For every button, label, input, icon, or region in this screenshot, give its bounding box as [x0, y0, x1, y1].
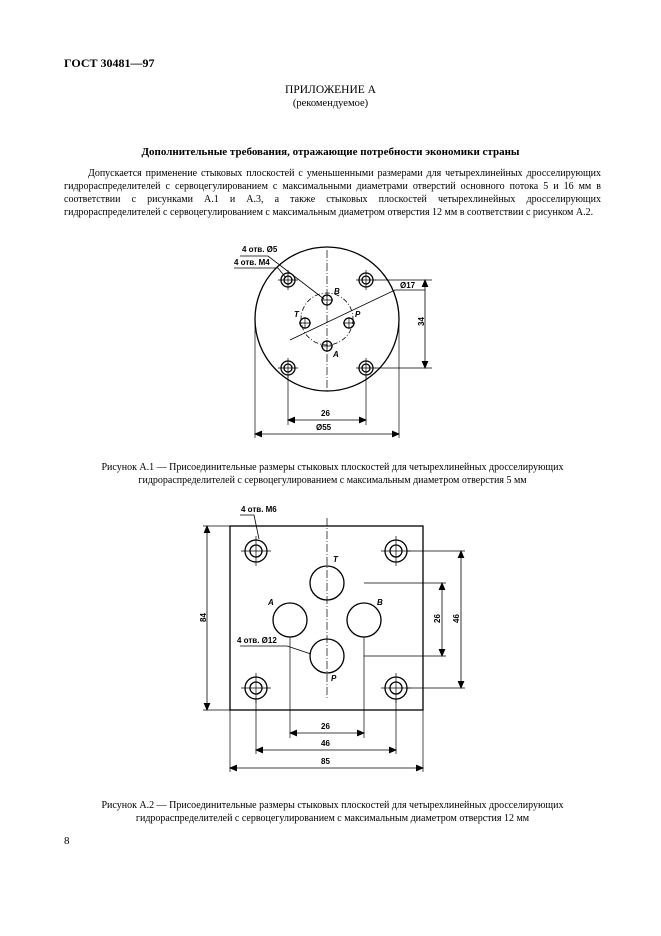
label-dim-26-horizontal: 26 — [321, 722, 330, 731]
label-dim-26: 26 — [321, 409, 330, 418]
section-title: Дополнительные требования, отражающие потребности экономики страны — [141, 146, 520, 158]
label-holes-m4: 4 отв. М4 — [234, 258, 270, 267]
label-port-t: T — [333, 555, 338, 564]
label-port-p: P — [331, 674, 337, 683]
label-port-p: P — [355, 310, 361, 319]
label-dim-46-horizontal: 46 — [321, 739, 330, 748]
appendix-title: ПРИЛОЖЕНИЕ А — [285, 84, 376, 96]
figure-a2-drawing — [0, 495, 661, 785]
label-port-b: B — [334, 287, 340, 296]
label-dim-d55: Ø55 — [316, 423, 332, 432]
page-number: 8 — [64, 835, 70, 847]
label-dim-34: 34 — [417, 317, 426, 326]
label-holes-d12: 4 отв. Ø12 — [237, 636, 277, 645]
figure-a1-caption: Рисунок А.1 — Присоединительные размеры стыковых плоскостей для четырехлинейных дросселирующих гидрораспределителей с сервоцегулированием с максимальным диаметром отверстия 5 мм — [101, 462, 564, 486]
label-port-b: B — [377, 598, 383, 607]
label-dim-46-vertical: 46 — [452, 614, 461, 623]
port-b — [347, 603, 381, 637]
port-a — [273, 603, 307, 637]
label-dim-85: 85 — [321, 757, 330, 766]
body-paragraph: Допускается применение стыковых плоскостей с уменьшенными размерами для четырехлинейных дросселирующих гидрораспределителей с сервоцегулированием с максимальными диаметрами отверстий основного потока 5 и 16 мм в соответствии с рисунками А.1 и А.3, а также стыковых плоскостей четырехлинейных дросселирующих гидрораспределителей с сервоцегулированием с максимальным диаметром отверстия 12 мм в соответствии с рисунком А.2. — [64, 168, 601, 218]
label-port-a: A — [268, 598, 274, 607]
label-dim-84: 84 — [199, 613, 208, 622]
label-dim-26-vertical: 26 — [433, 614, 442, 623]
appendix-subtitle: (рекомендуемое) — [292, 98, 369, 109]
label-holes-m6: 4 отв. М6 — [241, 505, 277, 514]
label-dim-d17: Ø17 — [400, 281, 416, 290]
standard-code: ГОСТ 30481—97 — [64, 56, 155, 70]
label-holes-d5: 4 отв. Ø5 — [242, 245, 278, 254]
figure-a2-caption: Рисунок А.2 — Присоединительные размеры стыковых плоскостей для четырехлинейных дросселирующих гидрораспределителей с сервоцегулированием с максимальным диаметром отверстия 12 мм — [101, 800, 564, 824]
label-port-a: A — [333, 350, 339, 359]
label-port-t: T — [294, 310, 299, 319]
